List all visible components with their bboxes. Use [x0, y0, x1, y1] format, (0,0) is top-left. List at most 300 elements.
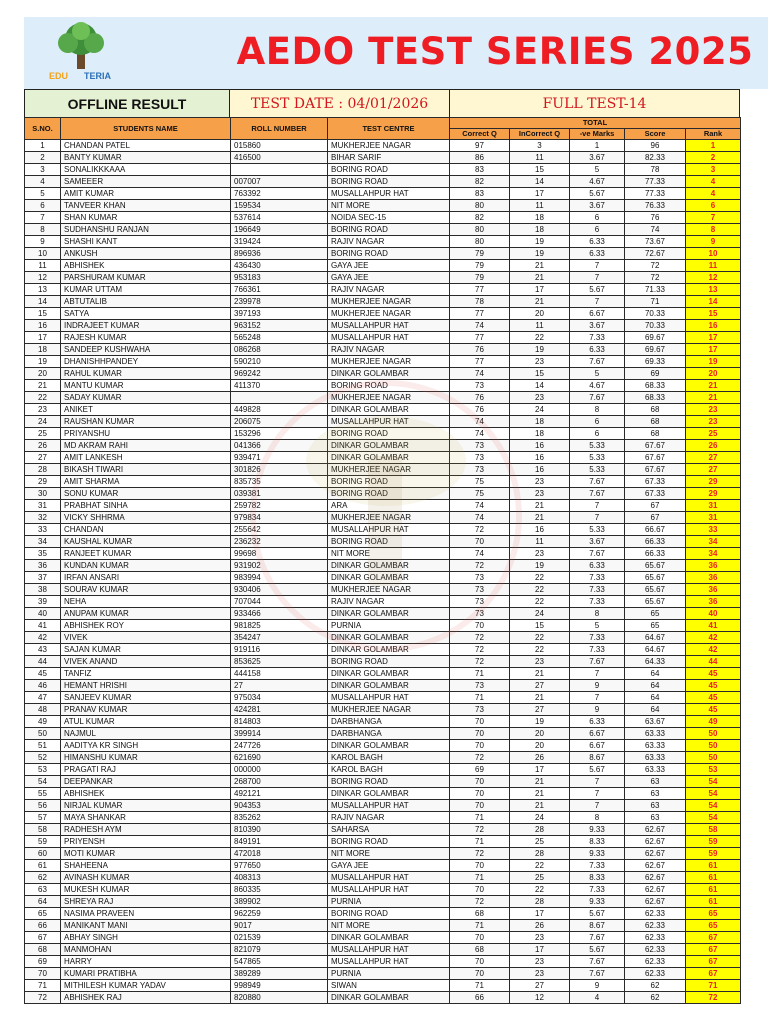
cell-negative-marks: 5.67 [570, 764, 625, 776]
cell-roll-number: 301826 [231, 464, 328, 476]
cell-sno: 53 [25, 764, 61, 776]
cell-roll-number: 389289 [231, 968, 328, 980]
cell-sno: 4 [25, 176, 61, 188]
cell-roll-number: 939471 [231, 452, 328, 464]
cell-negative-marks: 4 [570, 992, 625, 1004]
cell-test-centre: MUKHERJEE NAGAR [328, 296, 450, 308]
cell-correct: 74 [450, 416, 510, 428]
cell-correct: 72 [450, 848, 510, 860]
cell-sno: 27 [25, 452, 61, 464]
table-row [25, 908, 741, 920]
table-row [25, 512, 741, 524]
cell-test-centre: DARBHANGA [328, 728, 450, 740]
cell-rank: 2 [686, 152, 741, 164]
cell-negative-marks: 3.67 [570, 536, 625, 548]
cell-student-name: SATYA [61, 308, 231, 320]
cell-roll-number [231, 164, 328, 176]
cell-correct: 73 [450, 704, 510, 716]
cell-score: 69.67 [625, 332, 686, 344]
cell-score: 66.33 [625, 536, 686, 548]
cell-rank: 49 [686, 716, 741, 728]
cell-score: 65.67 [625, 584, 686, 596]
cell-score: 71.33 [625, 284, 686, 296]
cell-negative-marks: 6.67 [570, 728, 625, 740]
cell-roll-number: 153296 [231, 428, 328, 440]
cell-negative-marks: 7 [570, 776, 625, 788]
table-row [25, 236, 741, 248]
cell-correct: 77 [450, 308, 510, 320]
cell-incorrect: 11 [510, 200, 570, 212]
cell-sno: 66 [25, 920, 61, 932]
cell-roll-number: 933466 [231, 608, 328, 620]
cell-test-centre: BORING ROAD [328, 224, 450, 236]
logo-text-right: TERIA [84, 71, 111, 81]
cell-negative-marks: 6 [570, 428, 625, 440]
table-row [25, 392, 741, 404]
cell-roll-number: 247726 [231, 740, 328, 752]
cell-rank: 27 [686, 452, 741, 464]
cell-student-name: AMIT SHARMA [61, 476, 231, 488]
cell-negative-marks: 5.67 [570, 944, 625, 956]
cell-score: 68.33 [625, 392, 686, 404]
results-body [25, 140, 741, 1004]
table-row [25, 332, 741, 344]
cell-score: 63.33 [625, 764, 686, 776]
cell-student-name: MAYA SHANKAR [61, 812, 231, 824]
cell-negative-marks: 8 [570, 404, 625, 416]
cell-roll-number: 159534 [231, 200, 328, 212]
cell-incorrect: 11 [510, 152, 570, 164]
cell-negative-marks: 6.67 [570, 740, 625, 752]
cell-correct: 70 [450, 716, 510, 728]
table-row [25, 260, 741, 272]
cell-rank: 17 [686, 344, 741, 356]
cell-rank: 9 [686, 236, 741, 248]
cell-incorrect: 23 [510, 932, 570, 944]
cell-rank: 4 [686, 176, 741, 188]
cell-incorrect: 20 [510, 740, 570, 752]
table-row [25, 608, 741, 620]
cell-incorrect: 12 [510, 992, 570, 1004]
cell-score: 67.67 [625, 464, 686, 476]
cell-correct: 71 [450, 920, 510, 932]
cell-score: 66.67 [625, 524, 686, 536]
table-row [25, 620, 741, 632]
cell-negative-marks: 7 [570, 296, 625, 308]
cell-sno: 39 [25, 596, 61, 608]
cell-rank: 12 [686, 272, 741, 284]
table-row [25, 896, 741, 908]
cell-test-centre: GAYA JEE [328, 860, 450, 872]
table-row [25, 380, 741, 392]
cell-incorrect: 11 [510, 320, 570, 332]
cell-negative-marks: 1 [570, 140, 625, 152]
cell-test-centre: RAJIV NAGAR [328, 596, 450, 608]
cell-test-centre: MUSALLAHPUR HAT [328, 944, 450, 956]
cell-incorrect: 28 [510, 896, 570, 908]
cell-correct: 77 [450, 332, 510, 344]
cell-roll-number: 472018 [231, 848, 328, 860]
cell-correct: 71 [450, 692, 510, 704]
cell-negative-marks: 7 [570, 692, 625, 704]
table-row [25, 692, 741, 704]
cell-correct: 82 [450, 212, 510, 224]
cell-student-name: SAJAN KUMAR [61, 644, 231, 656]
cell-correct: 72 [450, 656, 510, 668]
cell-negative-marks: 9.33 [570, 824, 625, 836]
cell-student-name: HARRY [61, 956, 231, 968]
cell-sno: 68 [25, 944, 61, 956]
cell-test-centre: GAYA JEE [328, 260, 450, 272]
cell-score: 62.67 [625, 896, 686, 908]
cell-student-name: SOURAV KUMAR [61, 584, 231, 596]
cell-roll-number: 931902 [231, 560, 328, 572]
cell-incorrect: 22 [510, 644, 570, 656]
cell-negative-marks: 5.67 [570, 284, 625, 296]
cell-correct: 74 [450, 428, 510, 440]
cell-roll-number: 963152 [231, 320, 328, 332]
cell-test-centre: NIT MORE [328, 200, 450, 212]
cell-roll-number: 041366 [231, 440, 328, 452]
cell-incorrect: 26 [510, 920, 570, 932]
cell-sno: 33 [25, 524, 61, 536]
cell-student-name: RANJEET KUMAR [61, 548, 231, 560]
cell-negative-marks: 8 [570, 608, 625, 620]
cell-score: 67.67 [625, 452, 686, 464]
cell-roll-number [231, 392, 328, 404]
table-row [25, 680, 741, 692]
cell-rank: 53 [686, 764, 741, 776]
cell-incorrect: 15 [510, 164, 570, 176]
cell-negative-marks: 9 [570, 980, 625, 992]
cell-score: 67.67 [625, 440, 686, 452]
cell-roll-number: 397193 [231, 308, 328, 320]
cell-incorrect: 22 [510, 860, 570, 872]
cell-correct: 77 [450, 284, 510, 296]
cell-score: 68 [625, 416, 686, 428]
table-row [25, 740, 741, 752]
cell-roll-number: 537614 [231, 212, 328, 224]
cell-negative-marks: 7 [570, 800, 625, 812]
cell-negative-marks: 5.33 [570, 464, 625, 476]
cell-rank: 31 [686, 512, 741, 524]
cell-rank: 50 [686, 728, 741, 740]
cell-roll-number: 039381 [231, 488, 328, 500]
cell-roll-number: 835262 [231, 812, 328, 824]
cell-score: 67.33 [625, 476, 686, 488]
cell-negative-marks: 7 [570, 788, 625, 800]
cell-student-name: IRFAN ANSARI [61, 572, 231, 584]
cell-score: 64.67 [625, 644, 686, 656]
cell-sno: 20 [25, 368, 61, 380]
cell-rank: 8 [686, 224, 741, 236]
cell-score: 67 [625, 512, 686, 524]
table-row [25, 224, 741, 236]
cell-sno: 62 [25, 872, 61, 884]
cell-correct: 71 [450, 980, 510, 992]
cell-negative-marks: 7.67 [570, 356, 625, 368]
cell-incorrect: 23 [510, 488, 570, 500]
cell-test-centre: MUSALLAHPUR HAT [328, 692, 450, 704]
cell-test-centre: BORING ROAD [328, 656, 450, 668]
cell-correct: 73 [450, 452, 510, 464]
cell-negative-marks: 7.33 [570, 860, 625, 872]
table-row [25, 164, 741, 176]
cell-negative-marks: 8.67 [570, 752, 625, 764]
cell-student-name: TANVEER KHAN [61, 200, 231, 212]
col-roll: ROLL NUMBER [231, 118, 328, 140]
cell-student-name: ANIKET [61, 404, 231, 416]
cell-score: 63.33 [625, 740, 686, 752]
cell-test-centre: MUKHERJEE NAGAR [328, 464, 450, 476]
cell-negative-marks: 7.67 [570, 488, 625, 500]
cell-incorrect: 25 [510, 872, 570, 884]
cell-student-name: PRABHAT SINHA [61, 500, 231, 512]
cell-correct: 73 [450, 572, 510, 584]
cell-roll-number: 416500 [231, 152, 328, 164]
cell-negative-marks: 9 [570, 704, 625, 716]
cell-sno: 41 [25, 620, 61, 632]
cell-correct: 76 [450, 392, 510, 404]
cell-rank: 29 [686, 476, 741, 488]
cell-correct: 73 [450, 380, 510, 392]
cell-sno: 43 [25, 644, 61, 656]
col-name: STUDENTS NAME [61, 118, 231, 140]
cell-roll-number: 196649 [231, 224, 328, 236]
cell-sno: 29 [25, 476, 61, 488]
cell-test-centre: SIWAN [328, 980, 450, 992]
header-banner [24, 17, 768, 89]
cell-incorrect: 25 [510, 836, 570, 848]
cell-student-name: RADHESH AYM [61, 824, 231, 836]
cell-incorrect: 15 [510, 368, 570, 380]
table-row [25, 632, 741, 644]
table-row [25, 272, 741, 284]
cell-sno: 13 [25, 284, 61, 296]
cell-score: 62.67 [625, 836, 686, 848]
cell-correct: 68 [450, 944, 510, 956]
cell-score: 62.67 [625, 824, 686, 836]
table-row [25, 764, 741, 776]
cell-rank: 54 [686, 800, 741, 812]
cell-correct: 79 [450, 260, 510, 272]
cell-student-name: MANIKANT MANI [61, 920, 231, 932]
cell-rank: 6 [686, 200, 741, 212]
cell-negative-marks: 9 [570, 680, 625, 692]
table-row [25, 248, 741, 260]
cell-negative-marks: 4.67 [570, 380, 625, 392]
table-row [25, 488, 741, 500]
cell-sno: 44 [25, 656, 61, 668]
cell-score: 65.67 [625, 560, 686, 572]
cell-test-centre: MUSALLAHPUR HAT [328, 872, 450, 884]
cell-incorrect: 17 [510, 284, 570, 296]
table-row [25, 800, 741, 812]
cell-incorrect: 23 [510, 356, 570, 368]
cell-negative-marks: 6 [570, 224, 625, 236]
cell-student-name: SANJEEV KUMAR [61, 692, 231, 704]
cell-score: 63 [625, 788, 686, 800]
cell-rank: 16 [686, 320, 741, 332]
col-total-group: TOTAL [450, 118, 741, 129]
cell-negative-marks: 4.67 [570, 176, 625, 188]
cell-correct: 72 [450, 896, 510, 908]
cell-negative-marks: 5.33 [570, 452, 625, 464]
cell-correct: 76 [450, 344, 510, 356]
cell-correct: 77 [450, 356, 510, 368]
col-negative-marks: -ve Marks [570, 129, 625, 140]
cell-negative-marks: 7.33 [570, 632, 625, 644]
cell-correct: 71 [450, 812, 510, 824]
col-score: Score [625, 129, 686, 140]
cell-correct: 74 [450, 500, 510, 512]
cell-student-name: ABHAY SINGH [61, 932, 231, 944]
cell-negative-marks: 7.33 [570, 644, 625, 656]
cell-incorrect: 22 [510, 884, 570, 896]
cell-roll-number: 007007 [231, 176, 328, 188]
cell-negative-marks: 8 [570, 812, 625, 824]
cell-correct: 86 [450, 152, 510, 164]
cell-test-centre: NIT MORE [328, 848, 450, 860]
cell-negative-marks: 7.67 [570, 956, 625, 968]
cell-rank: 61 [686, 896, 741, 908]
cell-incorrect: 17 [510, 908, 570, 920]
cell-test-centre: BORING ROAD [328, 836, 450, 848]
cell-sno: 25 [25, 428, 61, 440]
cell-rank: 61 [686, 860, 741, 872]
cell-correct: 83 [450, 164, 510, 176]
cell-negative-marks: 7 [570, 272, 625, 284]
cell-student-name: ANUPAM KUMAR [61, 608, 231, 620]
cell-correct: 74 [450, 368, 510, 380]
cell-incorrect: 24 [510, 404, 570, 416]
cell-correct: 73 [450, 584, 510, 596]
cell-student-name: DHANISHHPANDEY [61, 356, 231, 368]
col-centre: TEST CENTRE [328, 118, 450, 140]
cell-test-centre: DINKAR GOLAMBAR [328, 572, 450, 584]
cell-score: 62 [625, 980, 686, 992]
cell-score: 72 [625, 260, 686, 272]
cell-test-centre: MUSALLAHPUR HAT [328, 524, 450, 536]
cell-roll-number: 259782 [231, 500, 328, 512]
cell-rank: 67 [686, 944, 741, 956]
cell-sno: 34 [25, 536, 61, 548]
cell-student-name: AMIT LANKESH [61, 452, 231, 464]
cell-rank: 34 [686, 548, 741, 560]
cell-sno: 28 [25, 464, 61, 476]
cell-score: 72.67 [625, 248, 686, 260]
cell-negative-marks: 6.33 [570, 560, 625, 572]
cell-incorrect: 16 [510, 464, 570, 476]
cell-roll-number: 255642 [231, 524, 328, 536]
cell-score: 62.33 [625, 908, 686, 920]
cell-incorrect: 18 [510, 212, 570, 224]
cell-roll-number: 835735 [231, 476, 328, 488]
cell-score: 64 [625, 668, 686, 680]
cell-score: 62.67 [625, 872, 686, 884]
cell-correct: 73 [450, 440, 510, 452]
header-row-1 [25, 118, 741, 129]
cell-sno: 64 [25, 896, 61, 908]
cell-correct: 74 [450, 320, 510, 332]
cell-rank: 54 [686, 788, 741, 800]
cell-correct: 73 [450, 464, 510, 476]
cell-student-name: KUMARI PRATIBHA [61, 968, 231, 980]
cell-roll-number: 621690 [231, 752, 328, 764]
cell-student-name: ABTUTALIB [61, 296, 231, 308]
table-row [25, 596, 741, 608]
cell-test-centre: DINKAR GOLAMBAR [328, 644, 450, 656]
cell-rank: 61 [686, 884, 741, 896]
cell-student-name: SHREYA RAJ [61, 896, 231, 908]
cell-sno: 32 [25, 512, 61, 524]
cell-negative-marks: 5.67 [570, 908, 625, 920]
cell-incorrect: 27 [510, 680, 570, 692]
cell-test-centre: KAROL BAGH [328, 752, 450, 764]
table-row [25, 656, 741, 668]
cell-student-name: NIRJAL KUMAR [61, 800, 231, 812]
cell-roll-number: 565248 [231, 332, 328, 344]
cell-incorrect: 27 [510, 980, 570, 992]
cell-score: 70.33 [625, 308, 686, 320]
cell-sno: 35 [25, 548, 61, 560]
cell-incorrect: 22 [510, 572, 570, 584]
table-row [25, 476, 741, 488]
cell-incorrect: 28 [510, 824, 570, 836]
page-title: AEDO TEST SERIES 2025 [236, 30, 754, 73]
cell-incorrect: 24 [510, 812, 570, 824]
cell-roll-number: 820880 [231, 992, 328, 1004]
cell-roll-number: 389902 [231, 896, 328, 908]
cell-test-centre: DINKAR GOLAMBAR [328, 932, 450, 944]
cell-correct: 74 [450, 512, 510, 524]
table-row [25, 824, 741, 836]
cell-student-name: MUKESH KUMAR [61, 884, 231, 896]
cell-incorrect: 23 [510, 956, 570, 968]
cell-negative-marks: 9.33 [570, 848, 625, 860]
cell-roll-number: 849191 [231, 836, 328, 848]
cell-student-name: MD AKRAM RAHI [61, 440, 231, 452]
cell-rank: 54 [686, 776, 741, 788]
cell-roll-number: 904353 [231, 800, 328, 812]
cell-rank: 67 [686, 956, 741, 968]
cell-sno: 71 [25, 980, 61, 992]
cell-negative-marks: 7.67 [570, 476, 625, 488]
cell-negative-marks: 6.33 [570, 344, 625, 356]
cell-roll-number: 408313 [231, 872, 328, 884]
cell-test-centre: BORING ROAD [328, 908, 450, 920]
table-row [25, 752, 741, 764]
cell-sno: 40 [25, 608, 61, 620]
cell-correct: 72 [450, 824, 510, 836]
cell-student-name: RAHUL KUMAR [61, 368, 231, 380]
cell-rank: 1 [686, 140, 741, 152]
table-row [25, 536, 741, 548]
cell-negative-marks: 5.33 [570, 524, 625, 536]
cell-test-centre: MUSALLAHPUR HAT [328, 188, 450, 200]
cell-student-name: BIKASH TIWARI [61, 464, 231, 476]
cell-incorrect: 23 [510, 548, 570, 560]
cell-correct: 70 [450, 740, 510, 752]
cell-negative-marks: 7.67 [570, 656, 625, 668]
cell-test-centre: RAJIV NAGAR [328, 344, 450, 356]
cell-sno: 5 [25, 188, 61, 200]
cell-rank: 3 [686, 164, 741, 176]
cell-sno: 1 [25, 140, 61, 152]
cell-correct: 66 [450, 992, 510, 1004]
table-row [25, 572, 741, 584]
results-table [24, 117, 741, 1004]
